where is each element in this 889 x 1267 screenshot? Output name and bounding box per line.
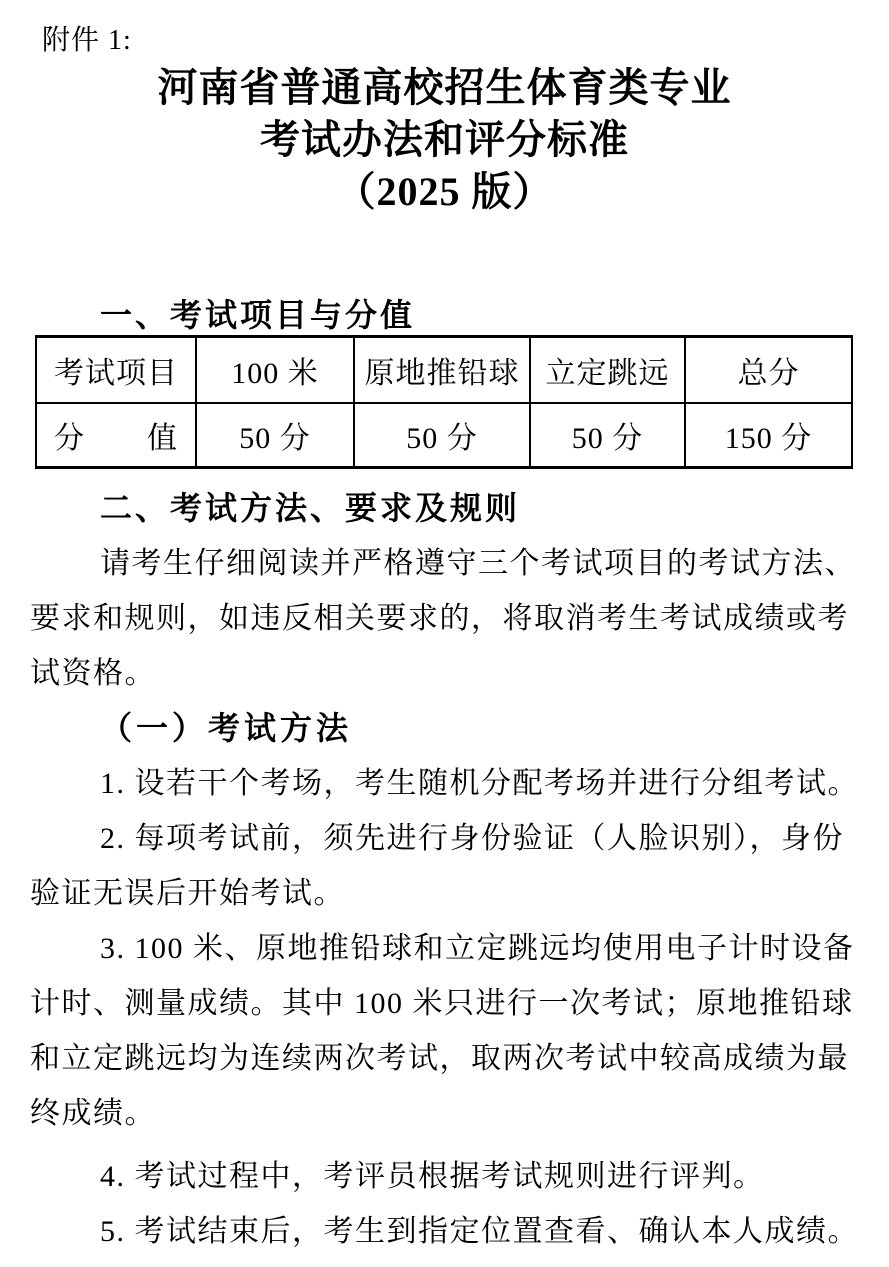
method-item-3-cont: 和立定跳远均为连续两次考试，取两次考试中较高成绩为最	[30, 1042, 849, 1075]
value-cell-longjump: 50 分	[530, 403, 685, 468]
header-cell-100m: 100 米	[196, 337, 354, 404]
subsection-one-heading: （一）考试方法	[100, 710, 353, 746]
intro-line: 请考生仔细阅读并严格遵守三个考试项目的考试方法、	[100, 547, 856, 580]
method-item-2-cont: 验证无误后开始考试。	[30, 877, 345, 910]
value-cell-shotput: 50 分	[354, 403, 530, 468]
document-title	[0, 62, 889, 218]
header-cell-shotput: 原地推铅球	[354, 337, 530, 404]
header-cell-item: 考试项目	[36, 337, 196, 404]
method-item-4: 4. 考试过程中，考评员根据考试规则进行评判。	[100, 1160, 765, 1193]
score-table	[35, 335, 853, 469]
method-item-3-cont: 终成绩。	[30, 1097, 156, 1130]
method-item-2: 2. 每项考试前，须先进行身份验证（人脸识别），身份	[100, 822, 844, 855]
method-item-1: 1. 设若干个考场，考生随机分配考场并进行分组考试。	[100, 767, 859, 800]
method-item-3: 3. 100 米、原地推铅球和立定跳远均使用电子计时设备	[100, 932, 855, 965]
intro-line: 试资格。	[30, 657, 156, 690]
value-cell-label: 分 值	[36, 403, 196, 468]
table-header-row	[36, 337, 852, 404]
section-one-heading: 一、考试项目与分值	[100, 297, 416, 333]
value-cell-total: 150 分	[685, 403, 852, 468]
value-cell-100m: 50 分	[196, 403, 354, 468]
title-line-2: 考试办法和评分标准	[260, 117, 629, 162]
attachment-label: 附件 1:	[42, 25, 132, 56]
method-item-3-cont: 计时、测量成绩。其中 100 米只进行一次考试；原地推铅球	[30, 987, 854, 1020]
intro-line: 要求和规则，如违反相关要求的，将取消考生考试成绩或考	[30, 602, 849, 635]
title-line-1: 河南省普通高校招生体育类专业	[157, 65, 732, 110]
header-cell-total: 总分	[685, 337, 852, 404]
method-item-5: 5. 考试结束后，考生到指定位置查看、确认本人成绩。	[100, 1215, 859, 1248]
section-two-heading: 二、考试方法、要求及规则	[100, 490, 521, 526]
header-cell-longjump: 立定跳远	[530, 337, 685, 404]
table-value-row	[36, 403, 852, 468]
title-line-3: （2025 版）	[335, 169, 554, 214]
